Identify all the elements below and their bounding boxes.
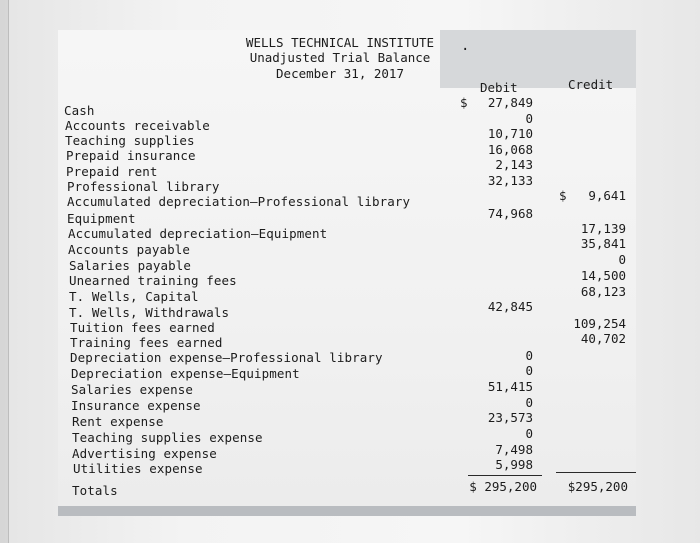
account-name: Accumulated depreciation–Equipment (68, 226, 328, 241)
account-name: Teaching supplies (65, 133, 195, 148)
credit-amount: 17,139 (580, 221, 626, 236)
debit-amount: 0 (525, 426, 533, 441)
account-name: Accounts payable (68, 242, 191, 257)
account-name: Equipment (67, 211, 136, 226)
credit-amount: 0 (618, 252, 626, 267)
account-name: Training fees earned (70, 335, 223, 350)
account-name: Prepaid rent (66, 164, 158, 179)
credit-amount: 9,641 (588, 188, 626, 203)
credit-amount: 35,841 (580, 236, 626, 251)
debit-currency-symbol: $ (460, 95, 468, 110)
debit-amount: 0 (525, 395, 533, 410)
account-name: Accounts receivable (65, 118, 210, 133)
account-name: T. Wells, Withdrawals (69, 305, 230, 320)
account-name: Depreciation expense–Professional library (70, 350, 383, 365)
account-name: Utilities expense (73, 461, 203, 476)
debit-amount: 32,133 (487, 173, 533, 188)
debit-amount: 2,143 (495, 157, 533, 172)
account-name: Rent expense (72, 414, 164, 429)
debit-total-rule (468, 475, 542, 476)
credit-amount: 14,500 (580, 268, 626, 283)
account-name: T. Wells, Capital (69, 289, 199, 304)
debit-amount: 42,845 (487, 299, 533, 314)
debit-amount: 74,968 (487, 206, 533, 221)
account-name: Accumulated depreciation–Professional library (67, 194, 411, 209)
account-name: Prepaid insurance (66, 148, 196, 163)
company-name: WELLS TECHNICAL INSTITUTE (245, 35, 435, 50)
credit-total: $295,200 (567, 479, 628, 494)
credit-amount: 68,123 (580, 284, 626, 299)
account-name: Depreciation expense–Equipment (71, 366, 300, 381)
account-name: Insurance expense (71, 398, 201, 413)
debit-amount: 27,849 (487, 95, 533, 110)
debit-amount: 5,998 (495, 457, 533, 472)
credit-column-header: Credit (568, 77, 614, 92)
statement-title: Unadjusted Trial Balance (249, 50, 431, 65)
debit-amount: 0 (525, 348, 533, 363)
credit-amount: 40,702 (580, 331, 626, 346)
account-name: Salaries expense (71, 382, 194, 397)
account-name: Unearned training fees (69, 273, 237, 288)
credit-total-rule (556, 472, 636, 473)
account-name: Advertising expense (72, 446, 217, 461)
bullet-dot: . (461, 38, 470, 54)
debit-amount: 51,415 (487, 379, 533, 394)
table-bottom-band (58, 506, 636, 516)
credit-amount: 109,254 (573, 316, 626, 331)
debit-column-header: Debit (480, 80, 518, 95)
account-name: Tuition fees earned (70, 320, 215, 335)
account-name: Cash (64, 103, 95, 118)
account-name: Professional library (67, 179, 220, 194)
account-name: Teaching supplies expense (72, 430, 263, 445)
totals-label: Totals (72, 483, 118, 498)
debit-amount: 0 (525, 363, 533, 378)
statement-date: December 31, 2017 (276, 66, 404, 81)
debit-amount: 0 (525, 111, 533, 126)
debit-amount: 7,498 (495, 442, 533, 457)
debit-total: $ 295,200 (469, 479, 537, 494)
debit-amount: 16,068 (487, 142, 533, 157)
credit-currency-symbol: $ (559, 188, 567, 203)
account-name: Salaries payable (69, 258, 192, 273)
debit-amount: 23,573 (487, 410, 533, 425)
debit-amount: 10,710 (487, 126, 533, 141)
